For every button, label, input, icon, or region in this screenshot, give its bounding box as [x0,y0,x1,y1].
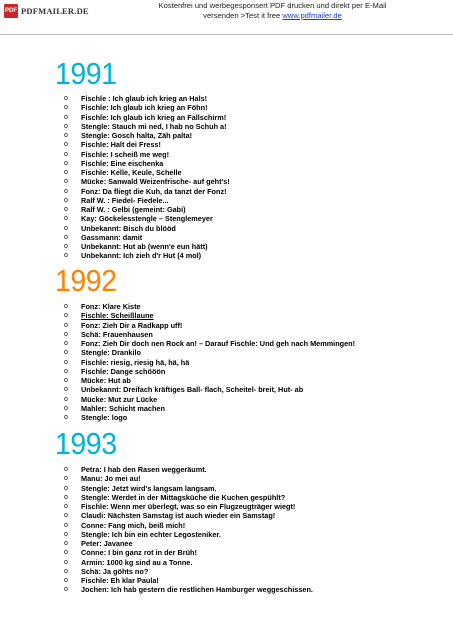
list-item [0,385,453,394]
list-item [0,567,453,576]
bullet-icon: o [64,233,68,241]
quote-text: Conne: Fang mich, beiß mich! [81,520,186,530]
bullet-icon: o [64,367,68,375]
list-item [0,348,453,357]
quote-text: Claudi: Nächsten Samstag ist auch wieder ein Samstag! [81,511,276,521]
quote-text: Fischle: riesig, riesig hä, hä, hä [81,357,190,367]
bullet-icon: o [64,243,68,250]
pdf-icon: PDF [4,4,18,18]
quote-list-1991 [0,94,453,261]
list-item [0,395,453,404]
bullet-icon: o [64,530,68,538]
bullet-icon: o [64,312,68,320]
quote-text: Stengle: Werdet in der Mittagsküche die Kuchen gespühlt? [81,492,286,502]
list-item [0,302,453,311]
quote-text: Mücke: Mut zur Lücke [81,394,158,404]
quote-text: Fonz: Klare Kiste [81,302,141,311]
quote-text: Unbekannt: Ich zieh d'r Hut (4 mol) [81,251,202,261]
list-item [0,558,453,567]
bullet-icon: o [64,321,68,329]
list-item [0,530,453,539]
quote-text: Manu: Jo mei au! [81,474,141,484]
bullet-icon: o [64,540,68,547]
list-item [0,140,453,149]
quote-text: Peter: Javanee [81,539,133,548]
list-item [0,311,453,320]
bullet-icon: o [64,493,68,501]
list-item [0,484,453,493]
quote-text: Kay: Göckelesstengle – Stenglemeyer [81,214,213,224]
bullet-icon: o [64,206,68,213]
list-item [0,548,453,557]
bullet-icon: o [64,567,68,575]
bullet-icon: o [64,404,68,412]
quote-text: Stengle: Jetzt wird's langsam langsam. [81,483,217,493]
quote-text: Fonz: Zieh Dir doch nen Rock an! – Darauf Fischle: Und geh nach Memmingen! [81,339,356,348]
quote-text: Unbekannt: Bisch du blööd [81,223,176,233]
list-item [0,187,453,196]
list-item [0,94,453,103]
quote-text: Mahler: Schicht machen [81,403,165,413]
bullet-icon: o [64,303,68,310]
bullet-icon: o [64,521,68,529]
bullet-icon: o [64,169,68,176]
list-item [0,103,453,112]
quote-text: Fischle: Kelle, Keule, Schelle [81,168,182,177]
pdfmailer-header [0,0,453,35]
quote-text: Mücke: Hut ab [81,376,131,385]
list-item [0,330,453,339]
quote-text: Fischle: Eine eischenka [81,158,164,168]
pdfmailer-logo[interactable] [4,4,89,18]
quote-text: Stengle: Gosch halta, Zäh palta! [81,131,193,140]
bullet-icon: o [64,512,68,520]
quote-text: Schä: Frauenhausen [81,329,153,339]
pdfmailer-link[interactable]: www.pdfmailer.de [282,11,342,20]
quote-text: Gassmann: damit [81,232,143,242]
promo-text [100,1,445,21]
quote-text: Ralf W. : Fiedel- Fiedele... [81,195,169,205]
bullet-icon: o [64,113,68,121]
logo-text: PDFMAILER.DE [21,6,89,16]
quote-text: Conne: I bin ganz rot in der Brüh! [81,548,197,558]
list-item [0,539,453,548]
year-heading-1993: 1993 [55,426,117,461]
bullet-icon: o [64,475,68,483]
quote-text: Stengle: Drankilo [81,348,142,358]
quote-text: Fischle: Ich glaub ich krieg an Fallschirm! [81,112,227,122]
quote-list-1993 [0,465,453,595]
list-item [0,168,453,177]
bullet-icon: o [64,141,68,149]
bullet-icon: o [64,377,68,384]
bullet-icon: o [64,178,68,186]
year-heading-1992: 1992 [55,263,117,298]
quote-text: Fischle : Ich glaub ich krieg an Hals! [81,94,208,103]
quote-text: Stengle: logo [81,413,128,422]
list-item [0,585,453,594]
list-item [0,474,453,483]
list-item [0,177,453,186]
bullet-icon: o [64,159,68,167]
bullet-icon: o [64,466,68,473]
list-item [0,521,453,530]
list-item [0,214,453,223]
quote-text: Fischle: Halt dei Fress! [81,140,161,150]
bullet-icon: o [64,95,68,102]
promo-line-2-prefix: versenden >Test it free [203,11,283,20]
list-item [0,367,453,376]
bullet-icon: o [64,586,68,594]
quote-text: Petra: I hab den Rasen weggeräumt. [81,465,207,474]
list-item [0,196,453,205]
quote-text: Fischle: Dange schööön [81,366,166,376]
bullet-icon: o [64,386,68,394]
list-item [0,224,453,233]
promo-line-1: Kostenfrei und werbegesponsert PDF drucken und direkt per E-Mail [158,1,387,10]
bullet-icon: o [64,187,68,195]
quote-text: Stengle: Stauch mi ned, I hab no Schuh a! [81,121,227,131]
list-item [0,321,453,330]
bullet-icon: o [64,558,68,566]
list-item [0,404,453,413]
list-item [0,376,453,385]
list-item [0,576,453,585]
bullet-icon: o [64,104,68,112]
list-item [0,131,453,140]
list-item [0,150,453,159]
bullet-icon: o [64,122,68,130]
bullet-icon: o [64,484,68,492]
quote-text: Armin: 1000 kg sind au a Tonne. [81,557,193,567]
bullet-icon: o [64,395,68,403]
bullet-icon: o [64,358,68,366]
quote-text: Fonz: Da fliegt die Kuh, da tanzt der Fonz! [81,186,227,196]
bullet-icon: o [64,503,68,510]
bullet-icon: o [64,349,68,357]
bullet-icon: o [64,577,68,584]
list-item [0,413,453,422]
quote-text: Fischle: Wenn mer überlegt, was so ein Flugzeugträger wiegt! [81,502,296,511]
quote-text: Mücke: Sanwald Weizenfrische- auf geht's! [81,177,230,187]
promo-line-2 [100,11,445,21]
list-item [0,465,453,474]
quote-text: Fischle: Scheißlaune [81,311,154,321]
bullet-icon: o [64,252,68,260]
list-item [0,251,453,260]
bullet-icon: o [64,150,68,158]
list-item [0,358,453,367]
list-item [0,339,453,348]
quote-text: Unbekannt: Hut ab (wenn'e eun hätt) [81,242,208,251]
list-item [0,502,453,511]
bullet-icon: o [64,132,68,139]
bullet-icon: o [64,414,68,421]
list-item [0,159,453,168]
list-item [0,493,453,502]
quote-text: Fischle: I scheiß me weg! [81,149,169,159]
list-item [0,205,453,214]
quote-text: Jochen: Ich hab gestern die restlichen Hamburger weggeschissen. [81,585,313,595]
bullet-icon: o [64,330,68,338]
list-item [0,511,453,520]
quote-text: Fischle: Ich glaub ich krieg an Föhn! [81,103,208,113]
bullet-icon: o [64,215,68,223]
quote-list-1992 [0,302,453,422]
bullet-icon: o [64,196,68,204]
year-heading-1991: 1991 [55,56,117,91]
list-item [0,233,453,242]
quote-text: Fonz: Zieh Dir a Radkapp uff! [81,320,183,330]
quote-text: Stengle: Ich bin ein echter Legosteniker. [81,529,221,539]
quote-text: Fischle: Eh klar Paula! [81,576,159,585]
list-item [0,113,453,122]
quote-text: Unbekannt: Dreifach kräftiges Ball- flach, Scheitel- breit, Hut- ab [81,385,304,395]
list-item [0,122,453,131]
bullet-icon: o [64,549,68,557]
quote-text: Ralf W. : Gelbi (gemeint: Gabi) [81,205,186,214]
list-item [0,242,453,251]
quote-text: Schä: Ja göhts no? [81,566,149,576]
bullet-icon: o [64,224,68,232]
bullet-icon: o [64,340,68,347]
